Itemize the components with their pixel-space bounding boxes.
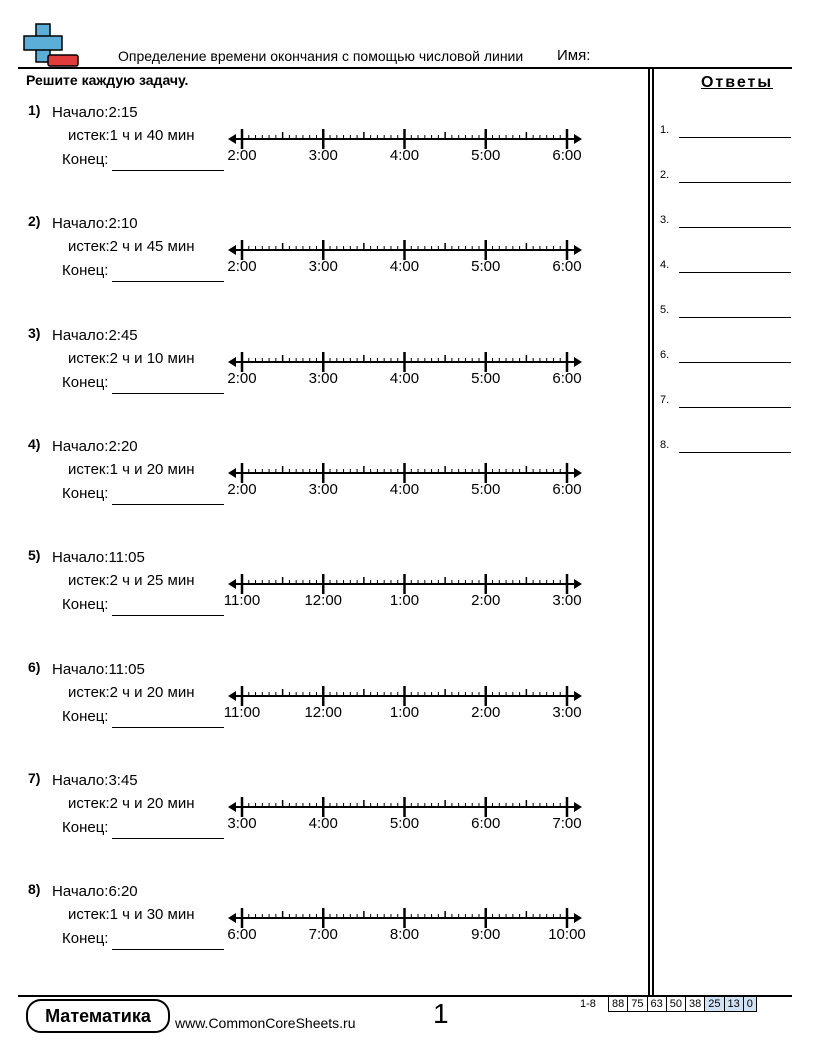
tick-label: 4:00 [308,814,338,832]
tick-label: 6:00 [227,926,257,944]
problem-number: 6) [28,658,41,675]
right-arrow-icon [574,468,582,478]
tick-label: 9:00 [471,926,501,944]
left-arrow-icon [228,245,236,255]
problem-number: 5) [28,547,41,564]
answer-number: 4. [660,259,670,271]
answer-row [660,439,792,459]
end-time-blank[interactable] [112,170,224,171]
answer-number: 6. [660,349,670,361]
tick-label: 2:00 [471,592,501,610]
elapsed-time: истек:1 ч и 40 мин [68,127,195,144]
tick-label: 4:00 [389,258,420,276]
end-time-label: Конец: [62,818,109,836]
number-line [220,790,600,850]
end-time-blank[interactable] [112,504,224,505]
name-label: Имя: [557,47,591,64]
tick-label: 6:00 [552,480,582,498]
start-time: Начало:2:45 [52,326,138,344]
problem [0,436,640,536]
tick-label: 11:00 [223,703,261,721]
brand-badge: Математика [26,999,170,1033]
start-time: Начало:2:15 [52,104,138,121]
start-time: Начало:11:05 [52,549,145,567]
tick-label: 6:00 [552,147,582,164]
answer-row [660,124,792,144]
end-time-blank[interactable] [112,393,224,394]
tick-label: 3:00 [552,703,582,721]
answer-number: 1. [660,124,670,136]
left-arrow-icon [228,134,236,144]
answer-row [660,259,792,279]
tick-label: 5:00 [389,814,420,832]
number-line [220,233,600,293]
tick-label: 5:00 [471,480,501,498]
tick-label: 5:00 [471,369,501,387]
answer-row [660,304,792,324]
tick-label: 5:00 [471,147,501,164]
number-line [220,567,600,627]
answer-row [660,349,792,369]
score-range-label: 1-8 [580,998,596,1010]
tick-label: 6:00 [552,258,582,276]
left-arrow-icon [228,691,236,701]
tick-label: 4:00 [389,369,420,387]
left-arrow-icon [228,357,236,367]
score-table [608,996,757,1012]
answer-number: 5. [660,304,670,316]
number-line [220,679,600,739]
site-url: www.CommonCoreSheets.ru [175,1015,356,1031]
tick-label: 5:00 [471,258,501,276]
score-cell: 13 [724,997,743,1012]
tick-label: 7:00 [552,814,582,832]
right-arrow-icon [574,134,582,144]
number-line [220,456,600,516]
score-cell: 63 [647,997,666,1012]
elapsed-time: истек:1 ч и 20 мин [68,460,195,478]
worksheet-title: Определение времени окончания с помощью числовой линии [118,48,524,64]
end-time-label: Конец: [62,484,109,502]
right-arrow-icon [574,802,582,812]
problem [0,102,640,202]
tick-label: 2:00 [227,258,257,276]
answer-number: 8. [660,439,670,451]
end-time-label: Конец: [62,262,109,280]
answer-blank[interactable] [679,137,791,138]
answer-row [660,169,792,189]
tick-label: 8:00 [389,926,420,944]
tick-label: 6:00 [471,814,501,832]
tick-label: 11:00 [223,592,261,610]
start-time: Начало:3:45 [52,771,138,789]
tick-label: 4:00 [389,147,420,164]
elapsed-time: истек:2 ч и 10 мин [68,349,195,367]
tick-label: 10:00 [548,926,586,944]
logo-plus-minus-icon [22,22,80,68]
problem [0,881,640,981]
header-divider [18,67,792,69]
right-arrow-icon [574,357,582,367]
problem-number: 1) [28,102,41,118]
elapsed-time: истек:2 ч и 20 мин [68,683,195,701]
left-arrow-icon [228,802,236,812]
tick-label: 2:00 [227,369,257,387]
left-arrow-icon [228,579,236,589]
answer-blank[interactable] [679,407,791,408]
answers-divider-right [652,67,654,997]
end-time-label: Конец: [62,596,109,614]
instruction: Решите каждую задачу. [26,72,189,88]
answer-blank[interactable] [679,452,791,453]
start-time: Начало:11:05 [52,660,145,678]
right-arrow-icon [574,245,582,255]
problem [0,770,640,870]
tick-label: 3:00 [552,592,582,610]
end-time-blank[interactable] [112,838,224,839]
problem-number: 4) [28,435,41,452]
tick-label: 1:00 [389,703,420,721]
score-cell: 0 [743,997,756,1012]
answer-blank[interactable] [679,272,791,273]
elapsed-time: истек:2 ч и 45 мин [68,238,195,256]
start-time: Начало:2:10 [52,215,138,233]
answer-blank[interactable] [679,317,791,318]
end-time-label: Конец: [62,707,109,725]
tick-label: 1:00 [389,592,420,610]
elapsed-time: истек:1 ч и 30 мин [68,906,195,924]
tick-label: 4:00 [389,480,420,498]
tick-label: 12:00 [304,703,343,721]
end-time-label: Конец: [62,373,109,391]
tick-label: 3:00 [308,480,338,498]
problem-number: 7) [28,769,41,786]
score-cell: 50 [666,997,685,1012]
score-cell: 75 [628,997,647,1012]
end-time-label: Конец: [62,151,109,168]
problem-number: 2) [28,213,41,230]
tick-label: 3:00 [308,258,338,276]
end-time-blank[interactable] [112,281,224,282]
tick-label: 3:00 [227,814,257,832]
answer-row [660,214,792,234]
problem-number: 8) [28,881,41,898]
score-cell: 88 [609,997,628,1012]
right-arrow-icon [574,579,582,589]
right-arrow-icon [574,691,582,701]
answer-blank[interactable] [679,182,791,183]
answer-blank[interactable] [679,362,791,363]
score-cell: 38 [686,997,705,1012]
tick-label: 7:00 [308,926,338,944]
tick-label: 6:00 [552,369,582,387]
page-number: 1 [433,998,449,1029]
answer-number: 2. [660,169,670,181]
number-line [220,901,600,961]
end-time-label: Конец: [62,930,109,948]
number-line [220,345,600,405]
answer-row [660,394,792,414]
right-arrow-icon [574,913,582,923]
answer-number: 7. [660,394,670,406]
problem-number: 3) [28,324,41,341]
tick-label: 12:00 [304,592,343,610]
start-time: Начало:2:20 [52,437,138,455]
end-time-blank[interactable] [112,727,224,728]
end-time-blank[interactable] [112,949,224,950]
left-arrow-icon [228,468,236,478]
number-line [220,122,600,182]
answers-title: Ответы [700,74,774,91]
elapsed-time: истек:2 ч и 20 мин [68,794,195,812]
problem [0,547,640,647]
problem [0,659,640,759]
end-time-blank[interactable] [112,615,224,616]
tick-label: 2:00 [471,703,501,721]
answer-blank[interactable] [679,227,791,228]
score-cell: 25 [705,997,724,1012]
tick-label: 2:00 [227,147,257,164]
tick-label: 3:00 [308,147,338,164]
start-time: Начало:6:20 [52,883,138,901]
problem [0,213,640,313]
tick-label: 2:00 [227,480,257,498]
answer-number: 3. [660,214,670,226]
left-arrow-icon [228,913,236,923]
answers-divider-left [648,67,650,997]
problem [0,325,640,425]
tick-label: 3:00 [308,369,338,387]
elapsed-time: истек:2 ч и 25 мин [68,572,195,590]
